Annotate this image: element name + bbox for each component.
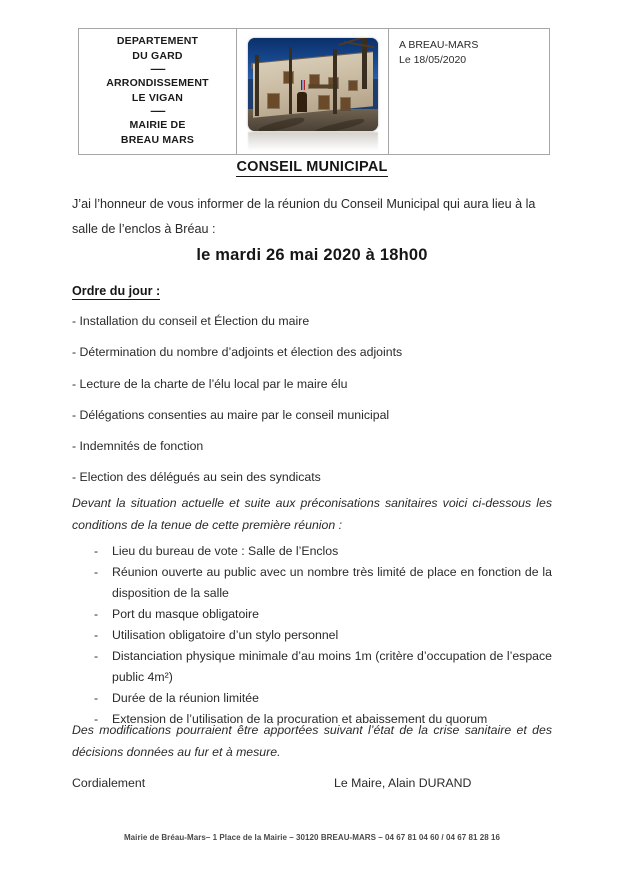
- bullet-dash-icon: -: [94, 544, 99, 558]
- mairie-label: MAIRIE DE: [129, 119, 186, 131]
- page-footer: Mairie de Bréau-Mars– 1 Place de la Mairie – 30120 BREAU-MARS – 04 67 81 04 60 / 04 67 81 28 16: [123, 833, 501, 842]
- condition-text: Distanciation physique minimale d’au moins 1m (critère d’occupation de l’espace public 4m²): [112, 649, 552, 684]
- condition-text: Utilisation obligatoire d’un stylo personnel: [112, 628, 339, 642]
- letterhead-place-date-cell: [389, 29, 549, 154]
- photo-tree-trunk: [333, 49, 337, 114]
- condition-item: [72, 646, 552, 688]
- agenda-heading: [72, 284, 160, 298]
- bullet-dash-icon: -: [94, 607, 99, 621]
- page-title-text: CONSEIL MUNICIPAL: [236, 159, 388, 175]
- agenda-item: - Election des délégués au sein des syndicats: [72, 470, 321, 485]
- condition-item: [72, 604, 552, 625]
- meeting-datetime: le mardi 26 mai 2020 à 18h00: [196, 246, 428, 264]
- modifications-note: Des modifications pourraient être apportées suivant l’état de la crise sanitaire et des décisions données au fur et à mesure.: [72, 723, 552, 759]
- mayor-signature: Le Maire, Alain DURAND: [334, 776, 472, 790]
- bullet-dash-icon: -: [94, 712, 99, 726]
- condition-text: Réunion ouverte au public avec un nombre très limité de place en fonction de la disposition de la salle: [112, 565, 552, 600]
- agenda-list: [72, 314, 552, 502]
- bullet-dash-icon: -: [94, 691, 99, 705]
- signoff-block: [72, 776, 552, 790]
- condition-item: [72, 688, 552, 709]
- photo-window: [268, 94, 278, 108]
- photo-french-flag: [301, 80, 305, 90]
- closing-salutation: Cordialement: [72, 776, 146, 790]
- photo-window: [349, 81, 357, 90]
- page-title: [0, 159, 624, 175]
- condition-item: [72, 625, 552, 646]
- departement-label: DEPARTEMENT: [116, 35, 199, 47]
- condition-item: [72, 541, 552, 562]
- mairie-name: BREAU MARS: [120, 133, 195, 146]
- departement-name: DU GARD: [132, 49, 183, 62]
- condition-text: Extension de l’utilisation de la procuration et abaissement du quorum: [112, 712, 488, 726]
- agenda-item: - Lecture de la charte de l’élu local par le maire élu: [72, 376, 348, 391]
- letterhead-photo-cell: [237, 29, 389, 154]
- arrondissement-label: ARRONDISSEMENT: [106, 77, 209, 89]
- place-label: A BREAU-MARS: [399, 39, 479, 51]
- bullet-dash-icon: -: [94, 649, 99, 663]
- agenda-heading-text: Ordre du jour :: [72, 284, 161, 298]
- photo-tree-trunk: [289, 47, 292, 114]
- condition-text: Durée de la réunion limitée: [112, 691, 259, 705]
- photo-reflection: [248, 132, 378, 154]
- photo-window: [341, 98, 350, 110]
- agenda-item: - Délégations consenties au maire par le conseil municipal: [72, 407, 390, 422]
- arrondissement-name: LE VIGAN: [131, 91, 184, 104]
- date-label: Le 18/05/2020: [399, 54, 467, 66]
- intro-paragraph: J’ai l’honneur de vous informer de la réunion du Conseil Municipal qui aura lieu à la salle de l’enclos à Bréau :: [72, 197, 536, 236]
- sanitary-conditions-note: Devant la situation actuelle et suite aux préconisations sanitaires voici ci-dessous les conditions de la tenue de cette première réunion :: [72, 496, 552, 532]
- letterhead-origin-cell: [79, 29, 237, 154]
- conditions-list: [72, 541, 552, 730]
- agenda-item: - Indemnités de fonction: [72, 439, 204, 454]
- photo-window: [310, 75, 319, 85]
- photo-tree-trunk: [255, 55, 259, 116]
- condition-item: [72, 562, 552, 604]
- condition-text: Port du masque obligatoire: [112, 607, 259, 621]
- photo-window: [319, 96, 329, 109]
- letterhead-table: [78, 28, 550, 155]
- bullet-dash-icon: -: [94, 628, 99, 642]
- separator-dashes-2: ------: [150, 105, 165, 117]
- agenda-item: - Installation du conseil et Élection du maire: [72, 314, 310, 328]
- condition-text: Lieu du bureau de vote : Salle de l’Enclos: [112, 544, 339, 558]
- bullet-dash-icon: -: [94, 565, 99, 579]
- mairie-photo-wrapper: [248, 38, 378, 154]
- agenda-item: - Détermination du nombre d’adjoints et élection des adjoints: [72, 345, 403, 360]
- mairie-building-photo: [248, 38, 378, 131]
- separator-dashes-1: ------: [150, 63, 165, 75]
- photo-main-door: [297, 92, 307, 112]
